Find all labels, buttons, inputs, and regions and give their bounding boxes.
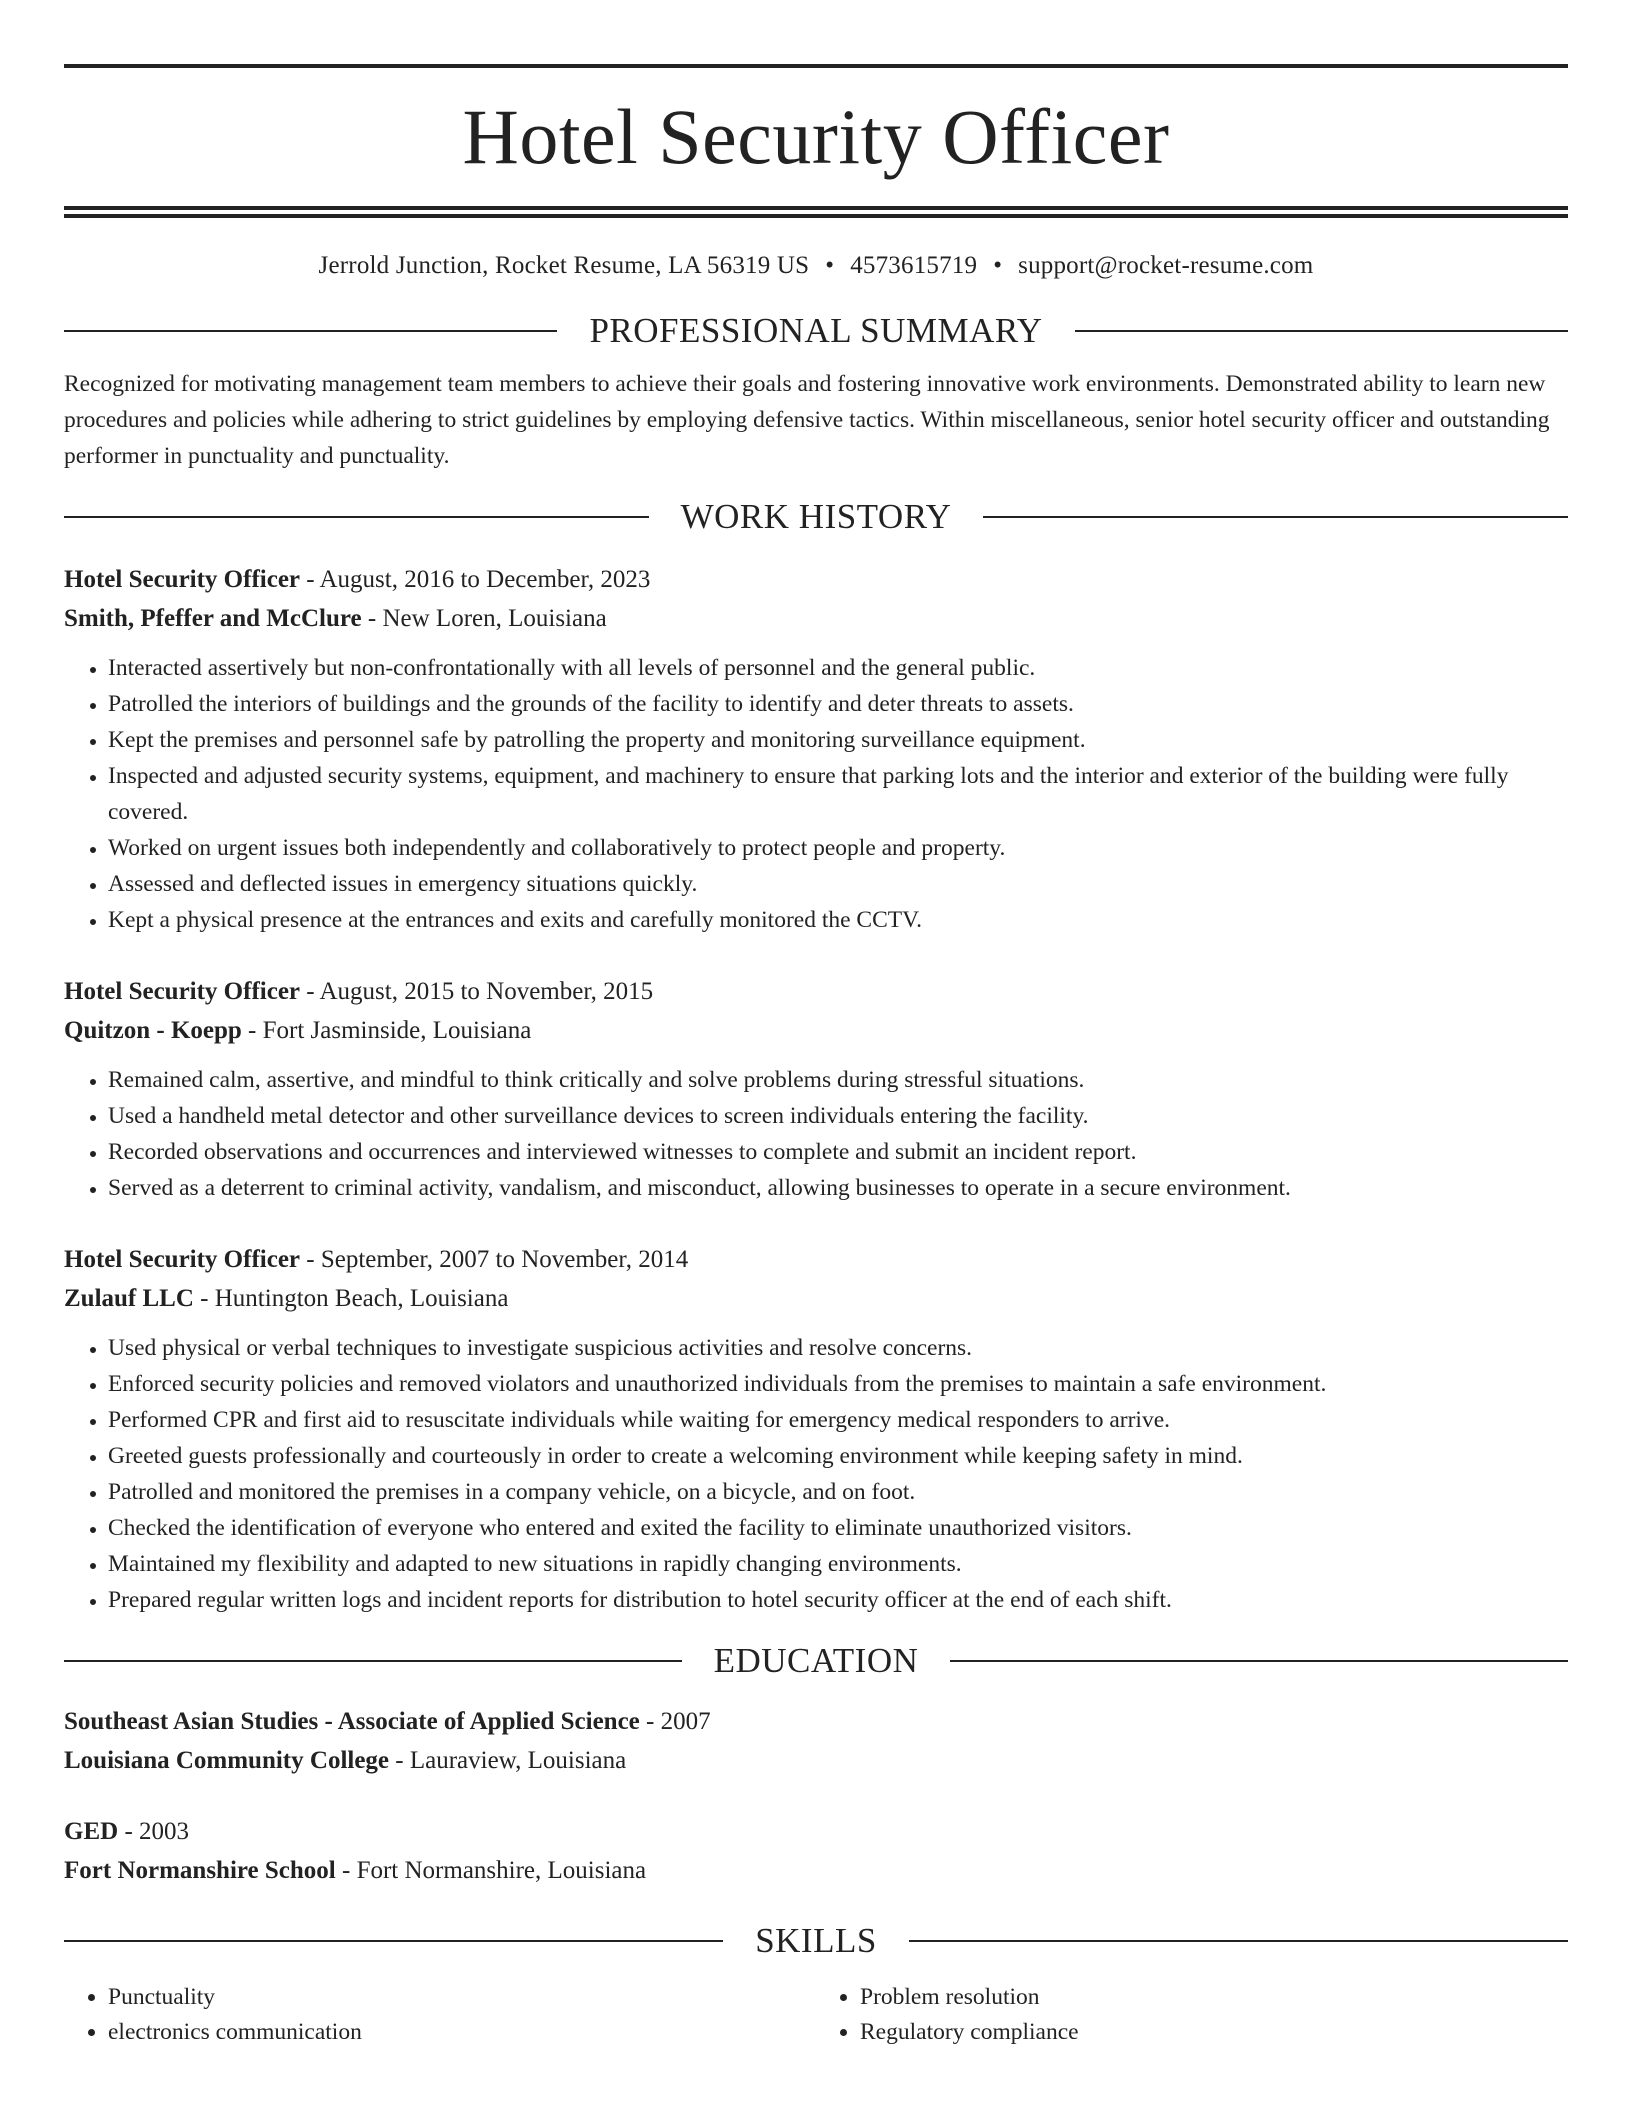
job-company-line [64,599,1568,638]
list-item: • Recorded observations and occurrences and interviewed witnesses to complete and submit an incident report. [108,1134,1568,1170]
list-item: • Patrolled the interiors of buildings and the grounds of the facility to identify and deter threats to assets. [108,686,1568,722]
list-item: • Greeted guests professionally and courteously in order to create a welcoming environment while keeping safety in mind. [108,1438,1568,1474]
contact-address: Jerrold Junction, Rocket Resume, LA 56319 US [318,252,810,279]
school-line [64,1741,1568,1780]
job-location: - Huntington Beach, Louisiana [193,1285,509,1312]
job-bullets [64,1062,1568,1206]
section-header-education [64,1640,1568,1682]
job-entry [64,560,1568,938]
list-item: • Worked on urgent issues both independently and collaboratively to protect people and property. [108,830,1568,866]
job-title: Hotel Security Officer [64,978,301,1005]
job-title-line [64,972,1568,1011]
section-title: EDUCATION [713,1641,919,1680]
section-header-summary [64,310,1568,352]
education-entry [64,1812,1568,1890]
title-double-rule [64,206,1568,218]
divider [909,1940,1568,1942]
job-entry [64,1240,1568,1618]
divider [64,1660,682,1662]
skills-list-left [64,1980,816,2050]
contact-email: support@rocket-resume.com [1018,252,1314,279]
job-company-line [64,1279,1568,1318]
degree-line [64,1812,1568,1851]
degree: Southeast Asian Studies - Associate of Applied Science [64,1708,640,1735]
list-item: • Checked the identification of everyone who entered and exited the facility to eliminate unauthorized visitors. [108,1510,1568,1546]
list-item: • Prepared regular written logs and incident reports for distribution to hotel security officer at the end of each shift. [108,1582,1568,1618]
job-company: Zulauf LLC [64,1285,194,1312]
degree: GED [64,1818,119,1845]
skill-item: • electronics communication [108,2015,816,2050]
school-name: Louisiana Community College [64,1747,390,1774]
section-title: PROFESSIONAL SUMMARY [589,311,1043,350]
school-location: - Lauraview, Louisiana [389,1747,627,1774]
list-item: • Used physical or verbal techniques to investigate suspicious activities and resolve concerns. [108,1330,1568,1366]
list-item: • Performed CPR and first aid to resuscitate individuals while waiting for emergency medical responders to arrive. [108,1402,1568,1438]
education-entry [64,1702,1568,1780]
job-title-line [64,560,1568,599]
job-company-line [64,1011,1568,1050]
degree-line [64,1702,1568,1741]
summary-paragraph: Recognized for motivating management team members to achieve their goals and fostering innovative work environments. Demonstrated ability to learn new procedures and policies while adhering to strict guidelines by employing defensive tactics. Within miscellaneous, senior hotel security officer and outstanding performer in punctuality and punctuality. [64,371,1550,469]
top-rule [64,64,1568,68]
page-title: Hotel Security Officer [462,93,1170,180]
skill-item: • Problem resolution [860,1980,1568,2015]
list-item: • Enforced security policies and removed violators and unauthorized individuals from the premises to maintain a safe environment. [108,1366,1568,1402]
job-dates: - September, 2007 to November, 2014 [300,1246,689,1273]
contact-line [64,252,1568,280]
skill-item: • Regulatory compliance [860,2015,1568,2050]
list-item: • Kept a physical presence at the entrances and exits and carefully monitored the CCTV. [108,902,1568,938]
job-company: Quitzon - Koepp [64,1017,242,1044]
list-item: • Kept the premises and personnel safe by patrolling the property and monitoring surveillance equipment. [108,722,1568,758]
divider [64,516,649,518]
divider [983,516,1568,518]
divider [1075,330,1568,332]
job-location: - New Loren, Louisiana [361,605,607,632]
school-line [64,1851,1568,1890]
education-list [64,1702,1568,1890]
job-title-line [64,1240,1568,1279]
school-name: Fort Normanshire School [64,1857,336,1884]
contact-phone: 4573615719 [850,252,978,279]
job-title: Hotel Security Officer [64,566,301,593]
degree-year: - 2007 [639,1708,711,1735]
job-bullets [64,650,1568,938]
divider [64,330,557,332]
section-title: SKILLS [755,1921,877,1960]
degree-year: - 2003 [118,1818,190,1845]
contact-separator: • [825,252,835,279]
section-header-skills [64,1920,1568,1962]
list-item: • Patrolled and monitored the premises in a company vehicle, on a bicycle, and on foot. [108,1474,1568,1510]
list-item: • Interacted assertively but non-confrontationally with all levels of personnel and the general public. [108,650,1568,686]
job-title: Hotel Security Officer [64,1246,301,1273]
list-item: • Served as a deterrent to criminal activity, vandalism, and misconduct, allowing businesses to operate in a secure environment. [108,1170,1568,1206]
job-entry [64,972,1568,1206]
section-header-work-history [64,496,1568,538]
job-dates: - August, 2016 to December, 2023 [300,566,651,593]
divider [64,1940,723,1942]
job-bullets [64,1330,1568,1618]
section-title: WORK HISTORY [680,497,952,536]
skill-item: • Punctuality [108,1980,816,2015]
list-item: • Used a handheld metal detector and other surveillance devices to screen individuals entering the facility. [108,1098,1568,1134]
job-location: - Fort Jasminside, Louisiana [241,1017,532,1044]
job-company: Smith, Pfeffer and McClure [64,605,362,632]
skills-columns [64,1980,1568,2050]
list-item: • Inspected and adjusted security systems, equipment, and machinery to ensure that parking lots and the interior and exterior of the building were fully covered. [108,758,1568,830]
list-item: • Maintained my flexibility and adapted to new situations in rapidly changing environments. [108,1546,1568,1582]
work-history-list [64,560,1568,1618]
contact-separator: • [993,252,1003,279]
list-item: • Assessed and deflected issues in emergency situations quickly. [108,866,1568,902]
skills-list-right [816,1980,1568,2050]
job-dates: - August, 2015 to November, 2015 [300,978,654,1005]
list-item: • Remained calm, assertive, and mindful to think critically and solve problems during stressful situations. [108,1062,1568,1098]
divider [950,1660,1568,1662]
school-location: - Fort Normanshire, Louisiana [335,1857,647,1884]
